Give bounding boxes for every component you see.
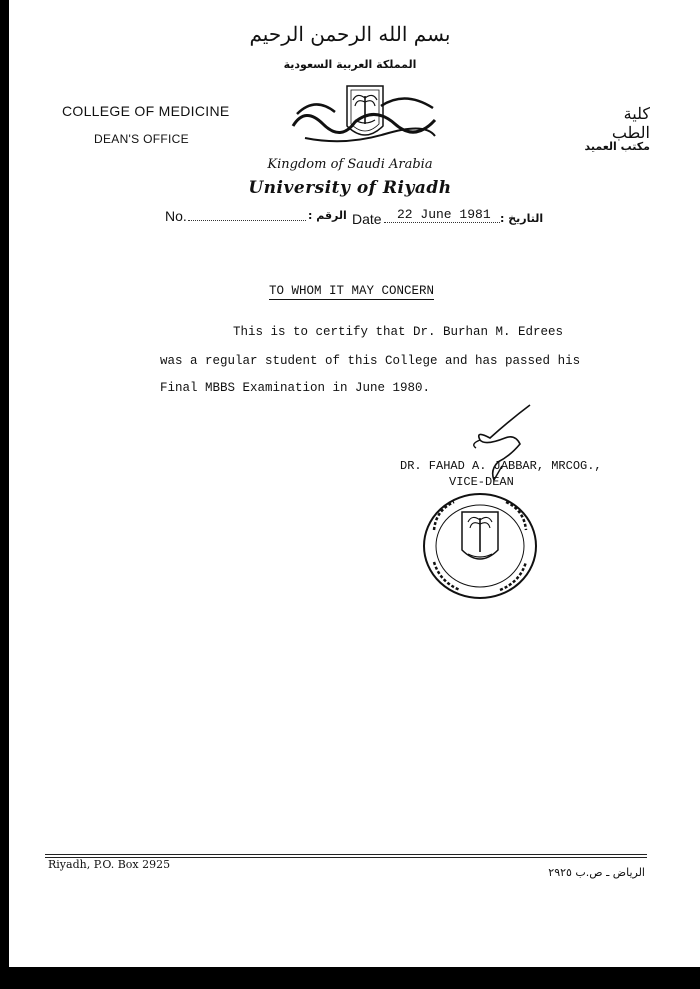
footer-address: Riyadh, P.O. Box 2925 [48,858,171,871]
college-name-arabic: كلية الطب [611,104,650,142]
date-label: Date [352,211,382,227]
college-name: COLLEGE OF MEDICINE [62,103,230,119]
scan-edge-left [0,0,9,989]
university-logo-icon [285,76,445,150]
office-name-arabic: مكتب العميد [584,140,650,153]
basmala: بسم الله الرحمن الرحيم [249,22,451,46]
scan-edge-bottom [0,967,700,989]
signatory-title: VICE-DEAN [449,475,514,489]
letter-heading: TO WHOM IT MAY CONCERN [269,284,435,298]
date-line [384,222,500,223]
university-name: University of Riyadh [248,178,452,198]
footer-divider [45,854,647,855]
date-value: 22 June 1981 [397,207,491,222]
office-name: DEAN'S OFFICE [94,132,189,146]
footer-address-arabic: الرياض ـ ص.ب ٢٩٢٥ [548,866,645,879]
kingdom-name-arabic: المملكة العربية السعودية [283,58,417,71]
reference-number-label: No. [165,208,187,224]
letter-line: This is to certify that Dr. Burhan M. Edrees [233,325,564,339]
reference-number-label-arabic: الرقم : [308,209,347,222]
signatory-name: DR. FAHAD A. JABBAR, MRCOG., [400,459,602,473]
faculty-seal-stamp-icon [420,490,540,602]
letter-line: Final MBBS Examination in June 1980. [160,381,431,395]
kingdom-name-english: Kingdom of Saudi Arabia [267,157,433,172]
date-label-arabic: التاريخ : [500,212,544,225]
reference-number-line [188,220,306,221]
letter-line: was a regular student of this College and has passed his [160,354,581,368]
